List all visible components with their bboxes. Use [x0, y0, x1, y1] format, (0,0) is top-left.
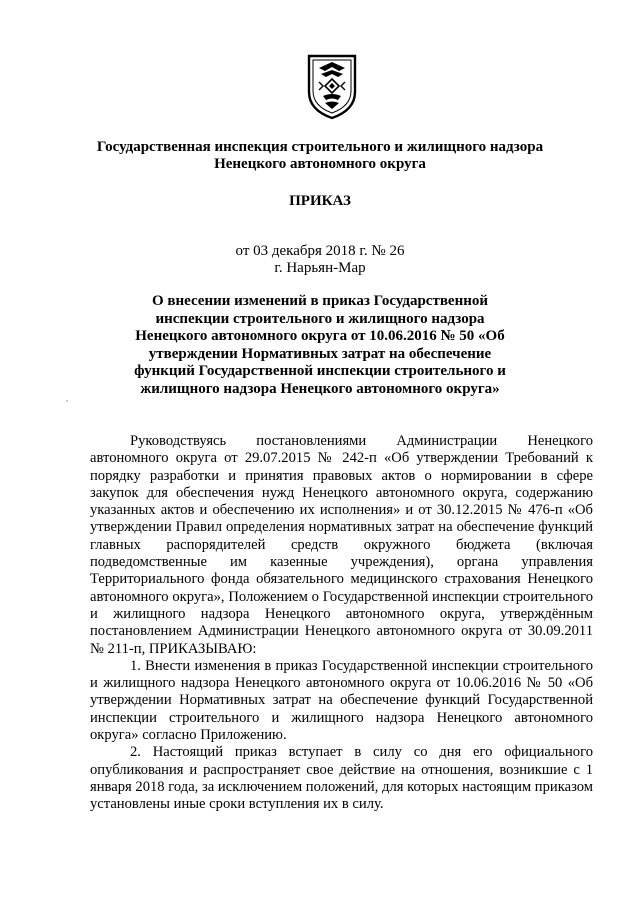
order-item-2: 2. Настоящий приказ вступает в силу со дня его официального опубликования и распространяет свое действие на отношения, возникшие с 1 января 2018 года, за исключением положений, для которых настоящим приказом установлены иные сроки вступления их в силу. — [90, 744, 593, 813]
preamble-paragraph: Руководствуясь постановлениями Администрации Ненецкого автономного округа от 29.07.2015 № 242-п «Об утверждении Требований к порядку разработки и принятия правовых актов о нормировании в сфере закупок для обеспечения нужд Ненецкого автономного округа, содержанию указанных актов и обеспечению их исполнения» и от 30.12.2015 № 476-п «Об утверждении Правил определения нормативных затрат на обеспечение функций главных распорядителей средств окружного бюджета (включая подведомственные им казенные учреждения), органа управления Территориального фонда обязательного медицинского страхования Ненецкого автономного округа», Положением о Государственной инспекции строительного и жилищного надзора Ненецкого автономного округа, утверждённым постановлением Администрации Ненецкого автономного округа от 30.09.2011 № 211-п, ПРИКАЗЫВАЮ: — [90, 433, 593, 657]
document-subject: О внесении изменений в приказ Государственной инспекции строительного и жилищного надзора Ненецкого автономного округа от 10.06.2016 № 50 «Об утверждении Нормативных затрат на обеспечение функций Государственной инспекции строительного и жилищного надзора Ненецкого автономного округа» — [134, 293, 506, 397]
coat-of-arms-icon — [305, 52, 359, 122]
organization-header — [60, 139, 580, 173]
document-date-number: от 03 декабря 2018 г. № 26 — [235, 243, 405, 259]
scan-dot — [66, 400, 68, 402]
document-type-title: ПРИКАЗ — [289, 193, 351, 209]
organization-name-line-1: Государственная инспекция строительного и жилищного надзора — [96, 139, 544, 155]
document-body — [90, 433, 593, 814]
document-place: г. Нарьян-Мар — [274, 260, 366, 276]
organization-name-line-2: Ненецкого автономного округа — [214, 156, 426, 172]
order-item-1: 1. Внести изменения в приказ Государственной инспекции строительного и жилищного надзора Ненецкого автономного округа от 10.06.2016 № 50 «Об утверждении Нормативных затрат на обеспечение функций Государственной инспекции строительного и жилищного надзора Ненецкого автономного округа» согласно Приложению. — [90, 657, 593, 744]
date-and-place — [60, 243, 580, 277]
